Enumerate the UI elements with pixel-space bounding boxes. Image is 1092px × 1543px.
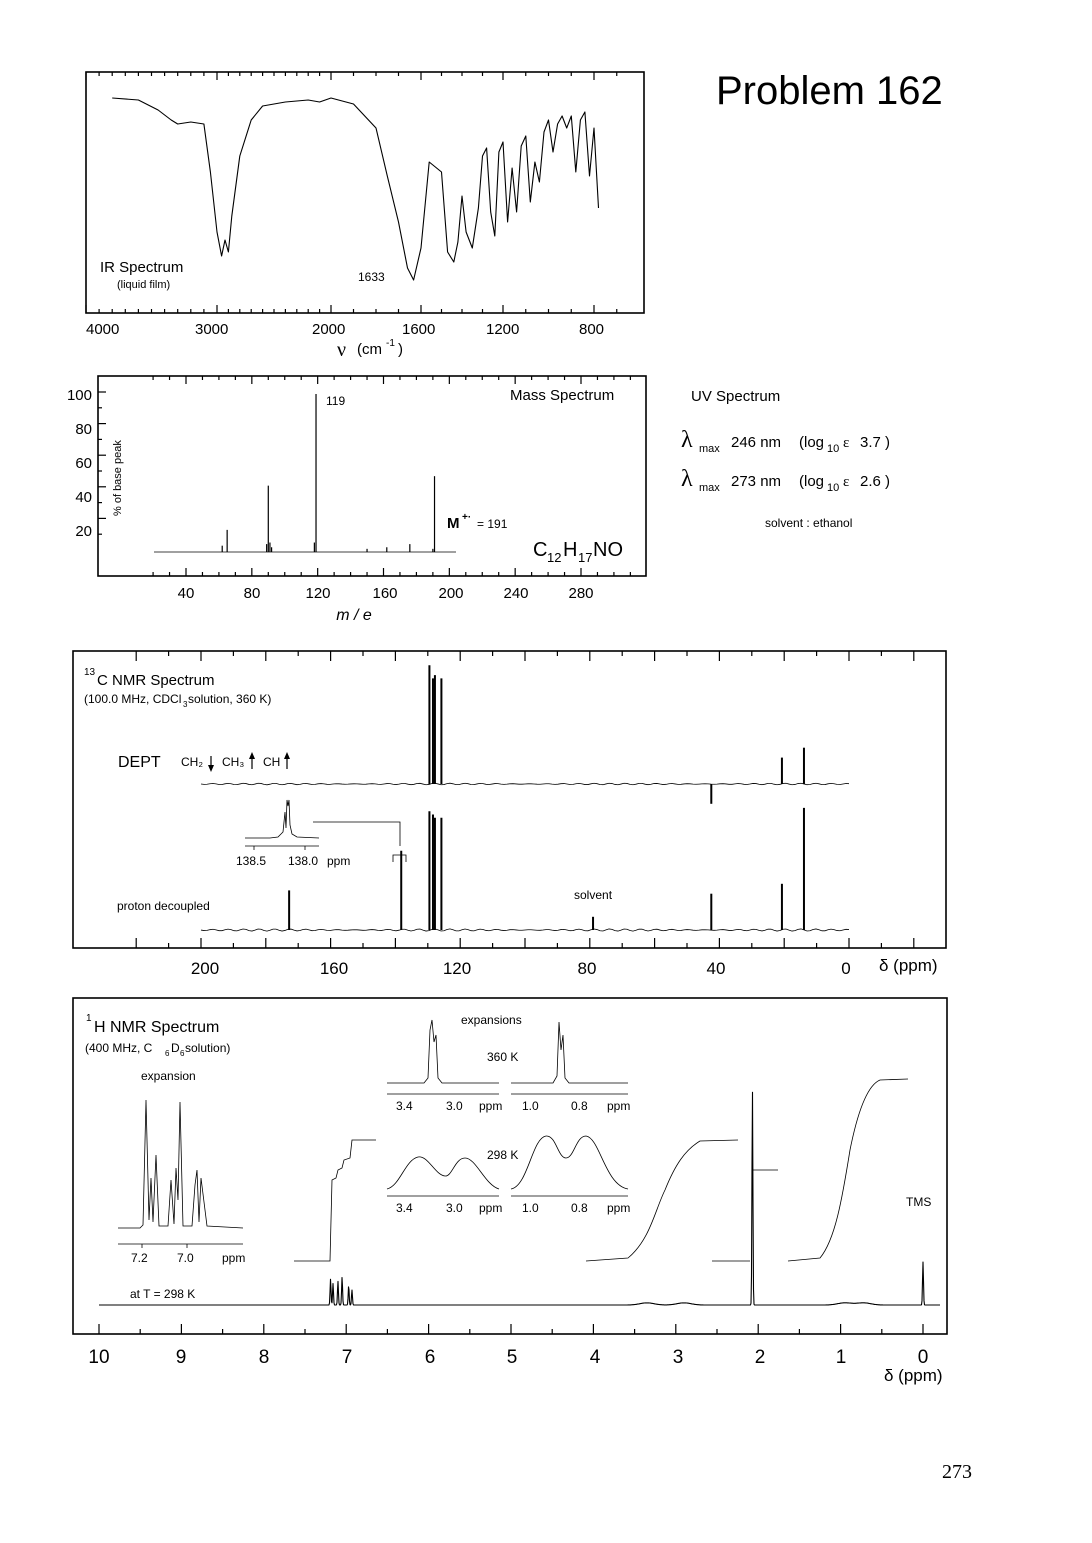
- c13-conditions-end: solution, 360 K): [188, 692, 272, 706]
- formula-c-count: 12: [547, 550, 562, 565]
- inset-tick: 0.8: [571, 1201, 588, 1215]
- ms-xlabel: m / e: [336, 607, 372, 624]
- h1-expansion-label: expansion: [141, 1069, 196, 1083]
- arrow-head: [249, 752, 255, 759]
- ms-ylabel: % of base peak: [112, 440, 124, 516]
- ir-subtitle: (liquid film): [117, 279, 171, 291]
- ms-molecular-ion-value: = 191: [477, 517, 508, 531]
- dept-peaks: [429, 665, 804, 804]
- ms-molecular-ion-label: M: [447, 515, 460, 532]
- dept-label: DEPT: [118, 754, 161, 771]
- ms-ytick-label: 60: [75, 455, 92, 472]
- h1-xlabel: δ (ppm): [884, 1366, 943, 1385]
- c13-title: C NMR Spectrum: [97, 672, 215, 689]
- page-title: Problem 162: [716, 69, 943, 113]
- h1-tms-label: TMS: [906, 1195, 932, 1209]
- c13-inset-unit: ppm: [327, 854, 351, 868]
- ms-formula: [533, 539, 623, 565]
- c13-panel: [73, 651, 946, 978]
- lambda-sub: max: [699, 482, 720, 494]
- ir-tick-label: 3000: [195, 321, 229, 338]
- ir-tick-label: 1200: [486, 321, 520, 338]
- h1-temperature-label: at T = 298 K: [130, 1287, 196, 1301]
- c13-solvent-label: solvent: [574, 888, 613, 902]
- lambda-symbol: λ: [681, 466, 693, 492]
- h1-xtick-label: 5: [506, 1347, 518, 1368]
- arrow-up-icon: [249, 752, 255, 769]
- ir-peak-label: 1633: [358, 270, 385, 284]
- inset-360k-ch3-trace: [511, 1022, 628, 1083]
- ms-ytick-label: 20: [75, 523, 92, 540]
- h1-xtick-label: 3: [672, 1347, 684, 1368]
- ms-xtick-label: 240: [503, 585, 529, 602]
- ms-xtick-label: 280: [568, 585, 594, 602]
- uv-log: (log: [799, 473, 825, 490]
- h1-title: H NMR Spectrum: [94, 1019, 220, 1036]
- formula-h-count: 17: [578, 550, 593, 565]
- dept-legend-ch3: CH₃: [222, 755, 245, 769]
- c13-inset: [236, 800, 406, 868]
- h1-xtick-label: 9: [175, 1347, 187, 1368]
- c13-xtick-label: 0: [841, 959, 851, 978]
- h1-xtick-label: 7: [341, 1347, 353, 1368]
- dept-legend-ch2: CH₂: [181, 755, 203, 769]
- arrow-head: [208, 765, 214, 772]
- c13-inset-bracket: [393, 855, 406, 862]
- ir-tick-label: 800: [579, 321, 605, 338]
- inset-tick: 3.4: [396, 1201, 413, 1215]
- ms-ytick-label: 40: [75, 489, 92, 506]
- inset-unit: ppm: [479, 1099, 503, 1113]
- ms-ytick-label: 80: [75, 421, 92, 438]
- uv-log: (log: [799, 434, 825, 451]
- c13-xtick-label: 200: [190, 959, 220, 978]
- c13-title-sup: 13: [84, 667, 96, 678]
- arrow-head: [284, 752, 290, 759]
- dept-legend-ch: CH: [263, 755, 281, 769]
- inset-tick: 3.4: [396, 1099, 413, 1113]
- uv-panel: [681, 388, 890, 530]
- c13-xtick-label: 160: [319, 959, 349, 978]
- ms-xtick-label: 80: [243, 585, 261, 602]
- ms-panel: [67, 376, 646, 624]
- uv-title: UV Spectrum: [691, 388, 781, 405]
- ir-xlabel-close: ): [398, 341, 403, 358]
- lambda-sub: max: [699, 443, 720, 455]
- c13-xtick-label: 120: [442, 959, 472, 978]
- h1-expansion-insets: [387, 1020, 631, 1196]
- h1-expansion-unit: ppm: [222, 1251, 246, 1265]
- inset-unit: ppm: [607, 1201, 631, 1215]
- uv-line-2: [681, 466, 890, 494]
- h1-temp-low: 298 K: [487, 1148, 519, 1162]
- ms-molecular-ion-sup: +·: [462, 512, 472, 523]
- c13-xlabel: δ (ppm): [879, 956, 938, 975]
- ir-tick-label: 1600: [402, 321, 436, 338]
- h1-expansions-label: expansions: [461, 1013, 522, 1027]
- h1-xtick-label: 6: [424, 1347, 436, 1368]
- ms-base-peak-label: 119: [326, 394, 346, 408]
- inset-298k-ch2-trace: [387, 1157, 499, 1189]
- ms-ytick-label: 100: [66, 387, 92, 404]
- c13-baseline: [201, 929, 849, 931]
- c13-xtick-label: 80: [577, 959, 597, 978]
- inset-tick: 1.0: [522, 1099, 539, 1113]
- c13-inset-trace: [245, 800, 319, 838]
- uv-eps-value: 2.6 ): [860, 473, 891, 490]
- h1-integral-curve: [294, 1079, 908, 1261]
- formula-rest: NO: [593, 539, 623, 561]
- epsilon-symbol: ε: [843, 435, 850, 451]
- ir-panel: [86, 72, 644, 361]
- h1-panel: [73, 998, 947, 1385]
- formula-c: C: [533, 539, 548, 561]
- inset-tick: 3.0: [446, 1099, 463, 1113]
- h1-xtick-label: 0: [917, 1347, 929, 1368]
- inset-tick: 1.0: [522, 1201, 539, 1215]
- c13-inset-tick: 138.5: [236, 854, 267, 868]
- uv-log-sub: 10: [827, 443, 840, 455]
- h1-conditions-sub: 6: [165, 1049, 170, 1058]
- h1-ticks: [99, 1324, 923, 1334]
- uv-log-sub: 10: [827, 482, 840, 494]
- ms-ticks: [98, 376, 630, 576]
- h1-xtick-label: 10: [88, 1347, 110, 1368]
- h1-xtick-label: 4: [589, 1347, 601, 1368]
- h1-conditions: (400 MHz, C: [85, 1041, 153, 1055]
- inset-360k-ch2-trace: [387, 1020, 499, 1083]
- h1-temp-high: 360 K: [487, 1050, 519, 1064]
- c13-peaks: [289, 808, 804, 930]
- h1-trace: [99, 1092, 940, 1305]
- ir-tick-label: 4000: [86, 321, 120, 338]
- dept-baseline: [201, 783, 849, 785]
- ms-title: Mass Spectrum: [510, 387, 615, 404]
- ir-title: IR Spectrum: [100, 259, 184, 276]
- h1-conditions-sub: 6: [180, 1049, 185, 1058]
- ms-xtick-label: 40: [177, 585, 195, 602]
- inset-unit: ppm: [607, 1099, 631, 1113]
- ir-ticks: [86, 72, 617, 313]
- ir-trace: [112, 98, 598, 280]
- ir-xlabel-unit: (cm: [357, 341, 382, 358]
- h1-xtick-label: 8: [258, 1347, 270, 1368]
- ir-xlabel-exp: -1: [386, 338, 395, 349]
- h1-expansion-tick: 7.2: [131, 1251, 148, 1265]
- h1-title-sup: 1: [86, 1013, 92, 1024]
- ir-tick-label: 2000: [312, 321, 346, 338]
- h1-expansion-tick: 7.0: [177, 1251, 194, 1265]
- inset-298k-ch3-trace: [511, 1136, 628, 1189]
- epsilon-symbol: ε: [843, 474, 850, 490]
- uv-solvent: solvent : ethanol: [765, 516, 853, 530]
- inset-tick: 3.0: [446, 1201, 463, 1215]
- ms-xtick-label: 160: [372, 585, 398, 602]
- arrow-down-icon: [208, 756, 214, 772]
- c13-inset-tick: 138.0: [288, 854, 319, 868]
- ms-bars: [222, 394, 434, 552]
- h1-conditions-end: solution): [185, 1041, 231, 1055]
- c13-conditions: (100.0 MHz, CDCl: [84, 692, 182, 706]
- lambda-symbol: λ: [681, 427, 693, 453]
- inset-tick: 0.8: [571, 1099, 588, 1113]
- inset-unit: ppm: [479, 1201, 503, 1215]
- c13-inset-leader: [313, 822, 400, 846]
- h1-xtick-label: 1: [835, 1347, 847, 1368]
- page-number: 273: [942, 1461, 972, 1483]
- uv-wavelength: 273 nm: [731, 473, 782, 490]
- uv-wavelength: 246 nm: [731, 434, 782, 451]
- h1-aromatic-expansion-trace: [118, 1100, 243, 1228]
- arrow-up-icon: [284, 752, 290, 769]
- c13-decoupled-label: proton decoupled: [117, 899, 210, 913]
- c13-xtick-label: 40: [706, 959, 726, 978]
- ms-xtick-label: 120: [305, 585, 331, 602]
- formula-h: H: [563, 539, 578, 561]
- uv-line-1: [681, 427, 890, 455]
- uv-eps-value: 3.7 ): [860, 434, 891, 451]
- ir-xlabel-symbol: ν: [337, 339, 347, 361]
- ms-xtick-label: 200: [438, 585, 464, 602]
- c13-conditions-sub: 3: [183, 700, 188, 709]
- h1-conditions-d: D: [171, 1041, 180, 1055]
- h1-xtick-label: 2: [754, 1347, 766, 1368]
